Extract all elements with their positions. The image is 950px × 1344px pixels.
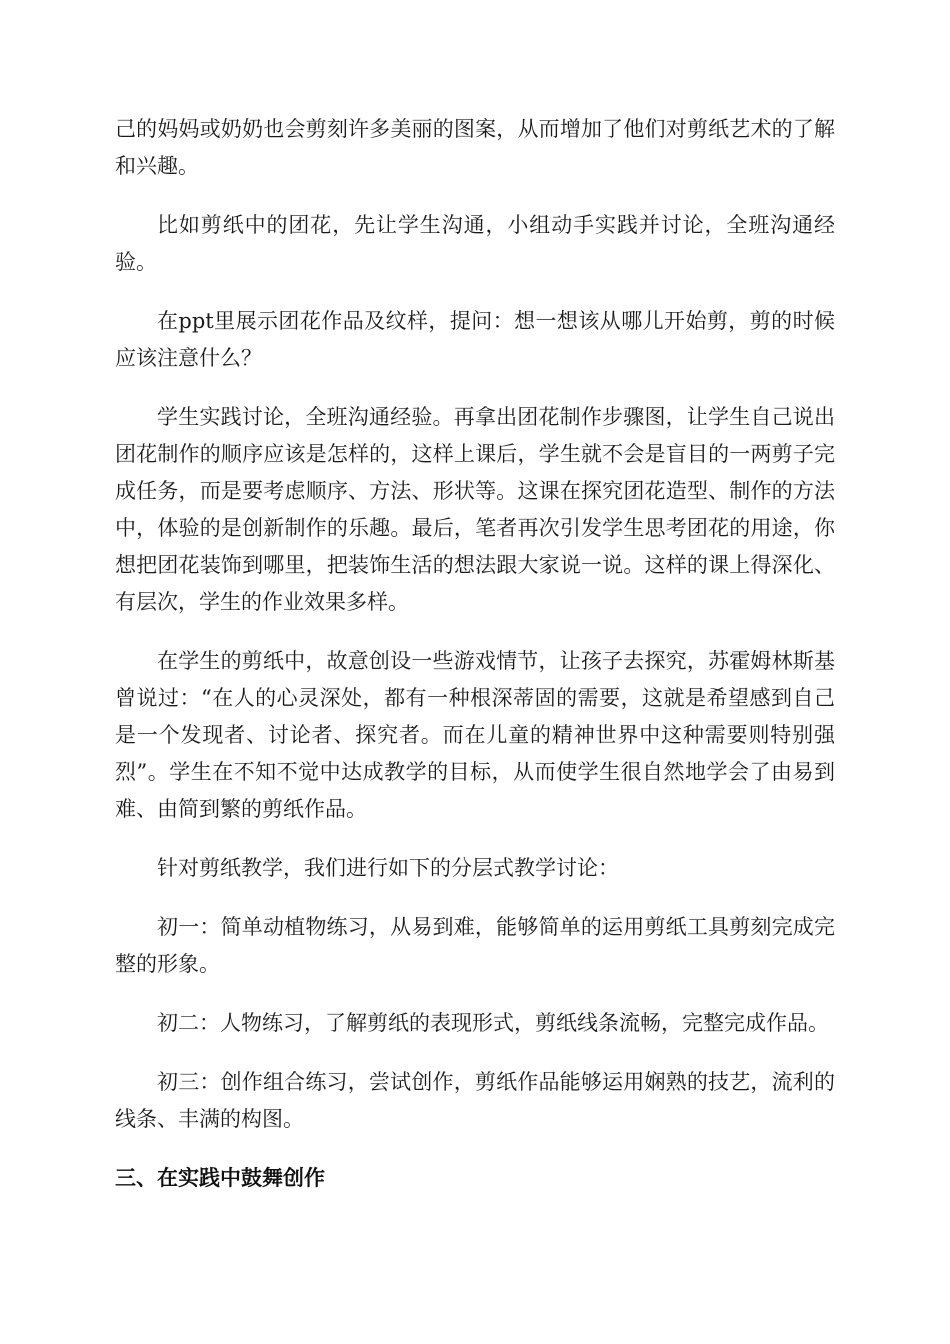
paragraph-game-scenario: 在学生的剪纸中，故意创设一些游戏情节，让孩子去探究，苏霍姆林斯基曾说过：“在人的心灵深处，都有一种根深蒂固的需要，这就是希望感到自己是一个发现者、讨论者、探究者。而在儿童的精神世界中这种需要则特别强烈”。学生在不知不觉中达成教学的目标，从而使学生很自然地学会了由易到难、由简到繁的剪纸作品。 [115, 649, 835, 821]
paragraph-layered-teaching: 针对剪纸教学，我们进行如下的分层式教学讨论： [157, 856, 619, 880]
paragraph-ppt-question: 在ppt里展示团花作品及纹样，提问：想一想该从哪儿开始剪，剪的时候应该注意什么？ [115, 309, 835, 370]
paragraph-continuation: 己的妈妈或奶奶也会剪刻许多美丽的图案，从而增加了他们对剪纸艺术的了解和兴趣。 [115, 117, 835, 178]
paragraph-grade-three: 初三：创作组合练习，尝试创作，剪纸作品能够运用娴熟的技艺，流利的线条、丰满的构图。 [115, 1070, 835, 1131]
paragraph-tuanhua-intro: 比如剪纸中的团花，先让学生沟通，小组动手实践并讨论，全班沟通经验。 [115, 213, 835, 274]
paragraph-grade-one: 初一：简单动植物练习，从易到难，能够简单的运用剪纸工具剪刻完成完整的形象。 [115, 915, 835, 976]
section-heading: 三、在实践中鼓舞创作 [115, 1166, 325, 1190]
paragraph-practice-discussion: 学生实践讨论，全班沟通经验。再拿出团花制作步骤图，让学生自己说出团花制作的顺序应该是怎样的，这样上课后，学生就不会是盲目的一两剪子完成任务，而是要考虑顺序、方法、形状等。这课在探究团花造型、制作的方法中，体验的是创新制作的乐趣。最后，笔者再次引发学生思考团花的用途，你想把团花装饰到哪里，把装饰生活的想法跟大家说一说。这样的课上得深化、有层次，学生的作业效果多样。 [115, 405, 835, 614]
document-body [115, 111, 835, 1197]
paragraph-grade-two: 初二：人物练习，了解剪纸的表现形式，剪纸线条流畅，完整完成作品。 [157, 1011, 829, 1035]
